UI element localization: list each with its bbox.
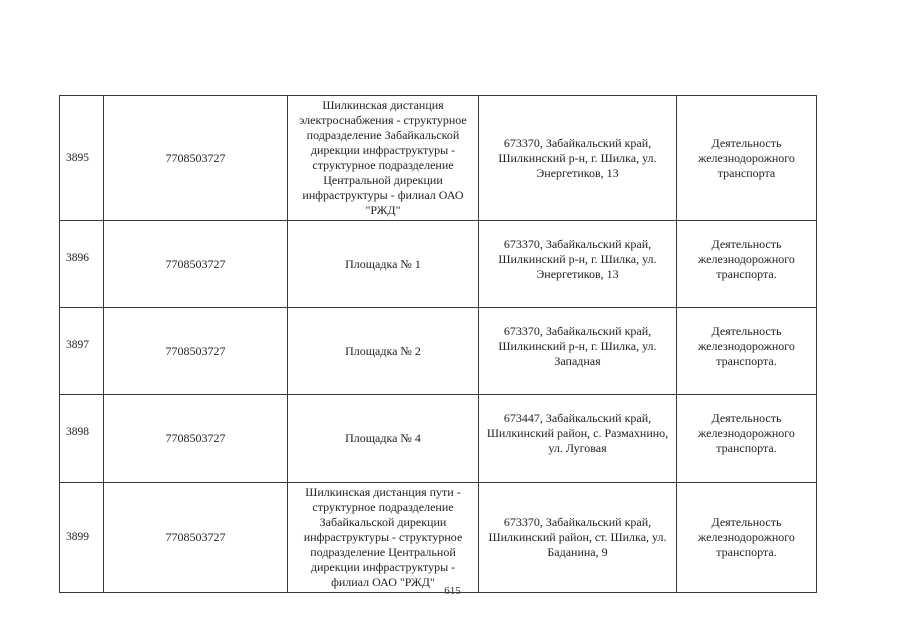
table-row bbox=[60, 395, 817, 483]
row-number: 3897 bbox=[66, 338, 89, 351]
object-name: Площадка № 4 bbox=[345, 431, 421, 445]
inn-cell bbox=[104, 308, 288, 395]
address-value: 673370, Забайкальский край, Шилкинский район, ст. Шилка, ул. Баданина, 9 bbox=[488, 515, 667, 559]
inn-cell bbox=[104, 221, 288, 308]
row-number-cell bbox=[60, 483, 104, 593]
address-cell bbox=[479, 483, 677, 593]
inn-value: 7708503727 bbox=[165, 431, 226, 445]
object-name-cell bbox=[288, 96, 479, 221]
object-name-cell bbox=[288, 483, 479, 593]
object-name-cell bbox=[288, 221, 479, 308]
activity-cell bbox=[677, 221, 817, 308]
inn-cell bbox=[104, 395, 288, 483]
activity-cell bbox=[677, 395, 817, 483]
activity-value: Деятельность железнодорожного транспорта. bbox=[698, 515, 795, 559]
inn-value: 7708503727 bbox=[165, 343, 226, 358]
page-number: 615 bbox=[444, 585, 461, 597]
object-name: Площадка № 1 bbox=[345, 256, 421, 271]
row-number: 3899 bbox=[66, 531, 89, 543]
address-value: 673370, Забайкальский край, Шилкинский р-н, г. Шилка, ул. Энергетиков, 13 bbox=[498, 135, 657, 180]
address-cell bbox=[479, 221, 677, 308]
table-row bbox=[60, 308, 817, 395]
inn-cell bbox=[104, 96, 288, 221]
row-number-cell bbox=[60, 308, 104, 395]
address-value: 673370, Забайкальский край, Шилкинский р-н, г. Шилка, ул. Энергетиков, 13 bbox=[498, 236, 657, 281]
inn-value: 7708503727 bbox=[165, 150, 226, 165]
activity-cell bbox=[677, 96, 817, 221]
inn-cell bbox=[104, 483, 288, 593]
address-value: 673447, Забайкальский край, Шилкинский район, с. Размахнино, ул. Луговая bbox=[486, 411, 669, 455]
table-row bbox=[60, 96, 817, 221]
activity-cell bbox=[677, 483, 817, 593]
address-cell bbox=[479, 308, 677, 395]
table-row bbox=[60, 221, 817, 308]
object-name: Площадка № 2 bbox=[345, 343, 421, 358]
registry-table bbox=[59, 95, 817, 593]
object-name-cell bbox=[288, 308, 479, 395]
address-cell bbox=[479, 96, 677, 221]
row-number: 3895 bbox=[66, 151, 89, 164]
object-name-cell bbox=[288, 395, 479, 483]
inn-value: 7708503727 bbox=[165, 256, 226, 271]
activity-value: Деятельность железнодорожного транспорта. bbox=[698, 323, 795, 368]
inn-value: 7708503727 bbox=[165, 530, 226, 544]
object-name: Шилкинская дистанция электроснабжения - структурное подразделение Забайкальской дирекции инфраструктуры - структурное подразделение Центральной дирекции инфраструктуры - филиал ОАО "РЖД" bbox=[299, 98, 467, 217]
row-number: 3896 bbox=[66, 251, 89, 264]
row-number-cell bbox=[60, 96, 104, 221]
row-number-cell bbox=[60, 395, 104, 483]
address-cell bbox=[479, 395, 677, 483]
activity-value: Деятельность железнодорожного транспорта. bbox=[698, 236, 795, 281]
address-value: 673370, Забайкальский край, Шилкинский р-н, г. Шилка, ул. Западная bbox=[498, 323, 657, 368]
row-number: 3898 bbox=[66, 426, 89, 438]
table-row bbox=[60, 483, 817, 593]
row-number-cell bbox=[60, 221, 104, 308]
activity-value: Деятельность железнодорожного транспорта bbox=[698, 135, 795, 180]
object-name: Шилкинская дистанция пути - структурное подразделение Забайкальской дирекции инфраструктуры - структурное подразделение Центральной дирекции инфраструктуры - филиал ОАО "РЖД" bbox=[303, 485, 463, 589]
activity-cell bbox=[677, 308, 817, 395]
activity-value: Деятельность железнодорожного транспорта. bbox=[698, 411, 795, 455]
